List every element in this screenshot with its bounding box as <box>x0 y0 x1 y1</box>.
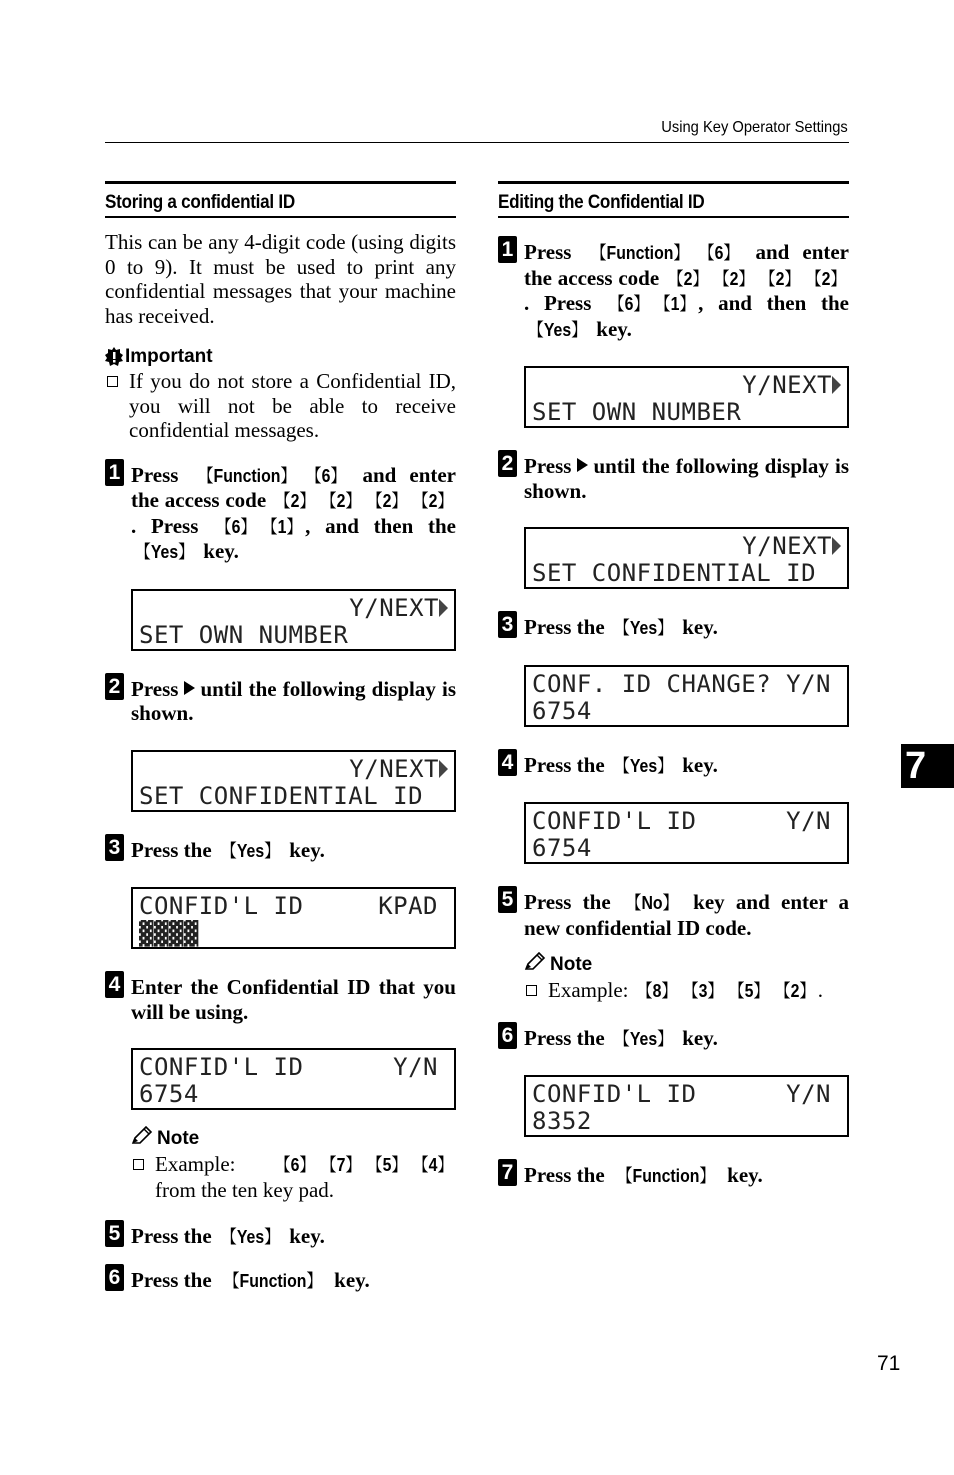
step-1 <box>498 240 849 342</box>
step-number: 2 <box>105 673 124 700</box>
step-number: 5 <box>105 1220 124 1247</box>
key-8: 【 8 】 <box>636 979 676 1004</box>
key-2: 【 2 】 <box>367 489 407 514</box>
lcd-arrow-icon <box>439 760 448 778</box>
step-6 <box>105 1265 456 1294</box>
step-3 <box>498 615 849 641</box>
lcd-display: CONFID'L ID Y/N 6754 <box>131 1048 456 1110</box>
note-item: Example: 【 8 】【 3 】【 5 】【 2 】 . <box>524 978 849 1004</box>
step-2 <box>105 674 456 726</box>
checkbox-bullet-icon <box>107 376 118 387</box>
lcd-display: CONFID'L ID Y/N 8352 <box>524 1075 849 1137</box>
step-text: Press the 【 Function 】 key. <box>524 1163 849 1189</box>
step-2 <box>498 454 849 503</box>
step-7 <box>498 1163 849 1189</box>
key-function: 【 Function 】 <box>224 1269 323 1294</box>
lcd-arrow-icon <box>439 599 448 617</box>
note-heading: Note <box>131 1126 456 1152</box>
step-text: Press the 【 Function 】 key. <box>131 1268 456 1294</box>
key-yes: 【 Yes 】 <box>221 839 280 864</box>
step-number: 5 <box>498 886 517 913</box>
key-yes: 【 Yes 】 <box>135 540 194 565</box>
step-number: 2 <box>498 450 517 477</box>
key-function: 【 Function 】 <box>591 241 690 266</box>
step-number: 3 <box>498 611 517 638</box>
lcd-display: CONFID'L ID KPAD ▓▓▓▓ <box>131 887 456 949</box>
section-title: Editing the Confidential ID <box>498 181 849 218</box>
pencil-icon <box>131 1126 153 1152</box>
key-2: 【 2 】 <box>806 267 846 292</box>
right-arrow-icon <box>184 681 195 695</box>
key-2: 【 2 】 <box>714 267 754 292</box>
step-text: Press until the following display is shown. <box>524 454 849 503</box>
key-6: 【 6 】 <box>699 241 739 266</box>
pencil-icon <box>524 952 546 978</box>
key-2: 【 2 】 <box>321 489 361 514</box>
key-6: 【 6 】 <box>306 464 346 489</box>
checkbox-bullet-icon <box>526 985 537 996</box>
step-number: 6 <box>498 1022 517 1049</box>
key-4: 【 4 】 <box>413 1153 453 1178</box>
step-number: 7 <box>498 1159 517 1186</box>
step-text: Press until the following display is shown. <box>131 676 456 725</box>
key-2: 【 2 】 <box>775 979 815 1004</box>
key-yes: 【 Yes 】 <box>614 616 673 641</box>
step-number: 4 <box>105 971 124 998</box>
key-yes: 【 Yes 】 <box>528 318 587 343</box>
step-text: Press the 【 Yes 】 key. <box>131 1224 456 1250</box>
note-heading: Note <box>524 952 849 978</box>
step-text: Press 【 Function 】【 6 】 and enter the access code 【 2 】【 2 】【 2 】【 2 】. Press 【 6 】【 1 】 , and then the 【 Yes 】 key. <box>524 240 849 342</box>
right-arrow-icon <box>577 458 588 472</box>
step-text: Press the 【 No 】 key and enter a new confidential ID code. <box>524 890 849 940</box>
step-text: Press the 【 Yes 】 key. <box>131 838 456 864</box>
important-heading: Important <box>105 345 456 369</box>
step-text: Press the 【 Yes 】 key. <box>524 615 849 641</box>
note-item: Example: 【 6 】【 7 】【 5 】【 4 】 from the ten key pad. <box>131 1152 456 1202</box>
step-number: 1 <box>498 236 517 263</box>
running-header: Using Key Operator Settings <box>661 119 848 136</box>
key-function: 【 Function 】 <box>198 464 297 489</box>
lcd-display: Y/NEXT SET CONFIDENTIAL ID <box>524 527 849 589</box>
key-6: 【 6 】 <box>275 1153 315 1178</box>
intro-paragraph: This can be any 4-digit code (using digits 0 to 9). It must be used to print any confidential messages that your machine has received. <box>105 230 456 328</box>
key-1: 【 1 】 <box>262 515 302 540</box>
step-1 <box>105 460 457 565</box>
step-3 <box>105 835 456 864</box>
lcd-arrow-icon <box>832 537 841 555</box>
section-title: Storing a confidential ID <box>105 181 456 218</box>
key-3: 【 3 】 <box>683 979 723 1004</box>
key-6: 【 6 】 <box>216 515 256 540</box>
key-2: 【 2 】 <box>760 267 800 292</box>
lcd-display: CONFID'L ID Y/N 6754 <box>524 802 849 864</box>
key-yes: 【 Yes 】 <box>614 1027 673 1052</box>
step-5 <box>105 1224 456 1250</box>
step-number: 4 <box>498 749 517 776</box>
key-6: 【 6 】 <box>609 292 649 317</box>
step-text: Press the 【 Yes 】 key. <box>524 753 849 779</box>
page-number: 71 <box>877 1352 901 1375</box>
key-1: 【 1 】 <box>655 292 695 317</box>
key-no: 【 No 】 <box>626 891 679 916</box>
key-2: 【 2 】 <box>413 489 453 514</box>
key-2: 【 2 】 <box>668 267 708 292</box>
left-column <box>105 181 456 1293</box>
step-4 <box>105 975 456 1024</box>
lcd-display: Y/NEXT SET OWN NUMBER <box>131 589 456 651</box>
lcd-display: Y/NEXT SET CONFIDENTIAL ID <box>131 750 456 812</box>
key-7: 【 7 】 <box>321 1153 361 1178</box>
key-2: 【 2 】 <box>275 489 315 514</box>
key-function: 【 Function 】 <box>617 1164 716 1189</box>
lcd-display: CONF. ID CHANGE? Y/N 6754 <box>524 665 849 727</box>
important-item: If you do not store a Confidential ID, you will not be able to receive confidential messages. <box>105 369 456 443</box>
step-4 <box>498 750 849 779</box>
lcd-display: Y/NEXT SET OWN NUMBER <box>524 366 849 428</box>
step-text: Enter the Confidential ID that you will be using. <box>131 975 456 1024</box>
right-column <box>498 181 849 1189</box>
step-6 <box>498 1023 849 1052</box>
step-number: 6 <box>105 1264 124 1291</box>
step-5 <box>498 890 849 940</box>
step-text: Press the 【 Yes 】 key. <box>524 1026 849 1052</box>
header-rule <box>105 142 849 143</box>
key-yes: 【 Yes 】 <box>614 754 673 779</box>
step-number: 3 <box>105 834 124 861</box>
chapter-tab: 7 <box>901 744 954 788</box>
key-5: 【 5 】 <box>729 979 769 1004</box>
step-number: 1 <box>105 459 124 486</box>
step-text: Press 【 Function 】【 6 】 and enter the access code 【 2 】【 2 】【 2 】【 2 】. Press 【 6 】【 1 】 , and then the 【 Yes 】 key. <box>131 463 456 565</box>
key-5: 【 5 】 <box>367 1153 407 1178</box>
key-yes: 【 Yes 】 <box>221 1225 280 1250</box>
checkbox-bullet-icon <box>133 1159 144 1170</box>
lcd-arrow-icon <box>832 376 841 394</box>
important-icon <box>105 347 123 367</box>
